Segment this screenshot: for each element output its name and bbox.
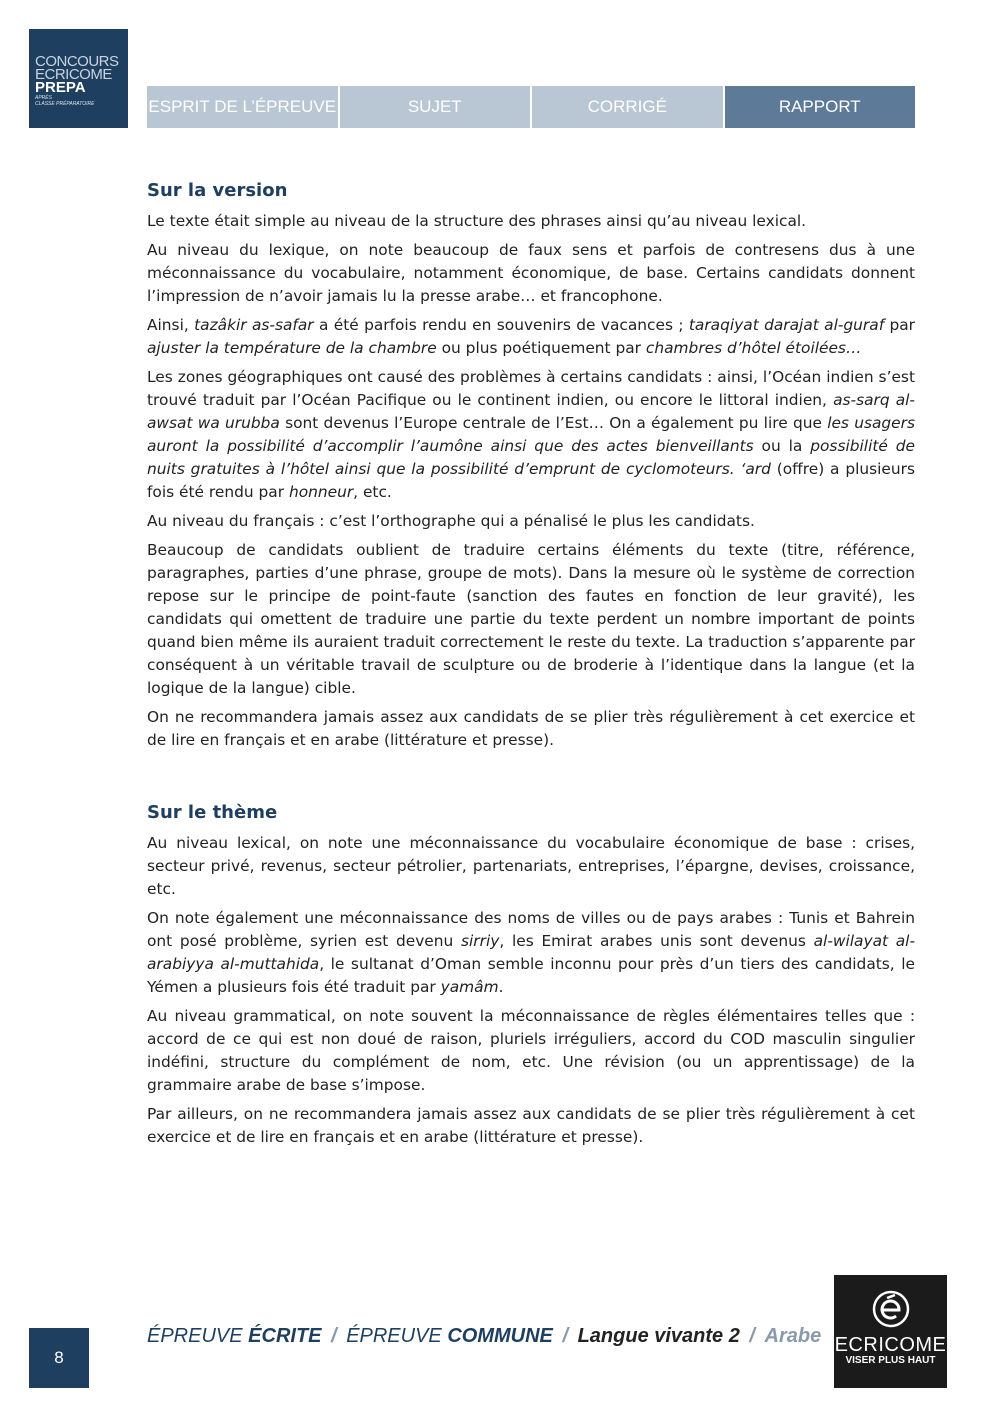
section-version [147, 178, 915, 752]
ecricome-brand-logo [834, 1275, 947, 1388]
paragraph [147, 314, 915, 360]
text-run: . [498, 978, 504, 996]
paragraph [147, 539, 915, 700]
brand-name: ECRICOME [834, 1334, 947, 1356]
text-run: On ne recommandera jamais assez aux candidats de se plier très régulièrement à cet exercice et de lire en français et en arabe (littérature et presse). [147, 708, 915, 749]
italic-term: les usagers auront la possibilité d’accomplir l’aumône ainsi que des actes bienveillants [147, 414, 915, 455]
footer-epreuve-1: ÉPREUVE [147, 1325, 249, 1347]
text-run: (offre) a plusieurs fois été rendu par [147, 460, 915, 501]
section-title-version: Sur la version [147, 180, 288, 201]
text-run: , le sultanat d’Oman semble inconnu pour près d’un tiers des candidats, le Yémen a plusieurs fois été traduit par [147, 955, 915, 996]
text-run: Beaucoup de candidats oublient de traduire certains éléments du texte (titre, référence, paragraphes, parties d’une phrase, groupe de mots). Dans la mesure où le système de correction repose sur le principe de point-faute (sanction des fautes en fonction de leur gravité), les candidats qui omettent de traduire une partie du texte perdent un nombre important de points quand bien même ils auraient traduit correctement le reste du texte. La traduction s’apparente par conséquent à un véritable travail de sculpture ou de broderie à l’identique dans la langue (et la logique de la langue) cible. [147, 541, 915, 697]
text-run: Au niveau lexical, on note une méconnaissance du vocabulaire économique de base : crises, secteur privé, revenus, secteur pétrolier, partenariats, entreprises, l’épargne, devises, croissance, etc. [147, 834, 915, 898]
paragraph [147, 239, 915, 308]
section-theme [147, 800, 915, 1149]
text-run: Ainsi, [147, 316, 195, 334]
tab-corrige[interactable]: CORRIGÉ [532, 86, 723, 128]
italic-term: chambres d’hôtel étoilées… [645, 339, 862, 357]
logo-line-concours: CONCOURS [35, 53, 119, 70]
italic-term: al-wilayat al-arabiyya al-muttahida [147, 932, 916, 973]
tab-sujet[interactable]: SUJET [340, 86, 531, 128]
italic-term: as-sarq al-awsat wa urubba [147, 391, 915, 432]
section-title-theme: Sur le thème [147, 802, 278, 823]
footer-langue: Langue vivante 2 [577, 1325, 740, 1347]
paragraph [147, 510, 915, 533]
paragraph [147, 366, 915, 504]
italic-term: possibilité de nuits gratuites à l’hôtel ainsi que la possibilité d’emprunt de cyclomoteurs. ‘ard [147, 437, 915, 478]
footer-exam-label [147, 1325, 821, 1348]
report-content [147, 178, 915, 1155]
text-run: ou la [753, 437, 811, 455]
footer-separator: / [749, 1325, 755, 1347]
concours-logo [29, 29, 128, 128]
footer-separator: / [562, 1325, 569, 1347]
paragraph [147, 706, 915, 752]
text-run: sont devenus l’Europe centrale de l’Est… On a également pu lire que [279, 414, 828, 432]
logo-line-apres: APRÈS [35, 95, 52, 101]
text-run: ou plus poétiquement par [436, 339, 646, 357]
footer-epreuve-2: ÉPREUVE [346, 1325, 448, 1347]
brand-tagline: VISER PLUS HAUT [845, 1355, 936, 1366]
paragraph [147, 1103, 915, 1149]
text-run: Le texte était simple au niveau de la structure des phrases ainsi qu’au niveau lexical. [147, 212, 807, 230]
footer-separator: / [331, 1325, 337, 1347]
italic-term: honneur [288, 483, 354, 501]
text-run: Par ailleurs, on ne recommandera jamais assez aux candidats de se plier très régulièrement à cet exercice et de lire en français et en arabe (littérature et presse). [147, 1105, 915, 1146]
paragraph [147, 832, 915, 901]
logo-line-classe: CLASSE PRÉPARATOIRE [35, 101, 95, 107]
logo-line-ecricome: ECRICOME [35, 66, 112, 83]
italic-term: yamâm [440, 978, 499, 996]
footer-ecrite: ÉCRITE [248, 1325, 322, 1347]
footer-arabe: Arabe [764, 1325, 822, 1347]
text-run: a été parfois rendu en souvenirs de vacances ; [313, 316, 689, 334]
text-run: On note également une méconnaissance des noms de villes ou de pays arabes : Tunis et Bahrein ont posé problème, syrien est devenu [147, 909, 915, 950]
text-run: Au niveau grammatical, on note souvent la méconnaissance de règles élémentaires telles que : accord de ce qui est non doué de raison, pluriels irréguliers, accord du COD masculin singulier indéfini, structure du complément de nom, etc. Une révision (ou un apprentissage) de la grammaire arabe de base s’impose. [147, 1007, 915, 1094]
tab-rapport[interactable]: RAPPORT [725, 86, 916, 128]
text-run: Au niveau du lexique, on note beaucoup de faux sens et parfois de contresens dus à une méconnaissance du vocabulaire, notamment économique, de base. Certains candidats donnent l’impression de n’avoir jamais lu la presse arabe… et francophone. [147, 241, 915, 305]
text-run: , etc. [353, 483, 392, 501]
footer-commune: COMMUNE [447, 1325, 553, 1347]
text-run: Les zones géographiques ont causé des problèmes à certains candidats : ainsi, l’Océan indien s’est trouvé traduit par l’Océan Pacifique ou le continent indien, ou encore le littoral indien, [147, 368, 915, 409]
theme-paragraphs [147, 832, 915, 1149]
tab-esprit[interactable]: ESPRIT DE L’ÉPREUVE [147, 86, 338, 128]
italic-term: sirriy [461, 932, 500, 950]
italic-term: tazâkir as-safar [194, 316, 314, 334]
italic-term: taraqiyat darajat al-guraf [688, 316, 885, 334]
paragraph [147, 1005, 915, 1097]
e-logo-icon [871, 1289, 911, 1329]
paragraph [147, 210, 915, 233]
page-number: 8 [29, 1328, 89, 1388]
italic-term: ajuster la température de la chambre [147, 339, 437, 357]
version-paragraphs [147, 210, 915, 752]
section-tabs [147, 86, 915, 128]
text-run: Au niveau du français : c’est l’orthographe qui a pénalisé le plus les candidats. [147, 512, 755, 530]
text-run: par [884, 316, 916, 334]
paragraph [147, 907, 915, 999]
logo-line-prepa: PREPA [35, 79, 86, 96]
text-run: , les Emirat arabes unis sont devenus [499, 932, 814, 950]
